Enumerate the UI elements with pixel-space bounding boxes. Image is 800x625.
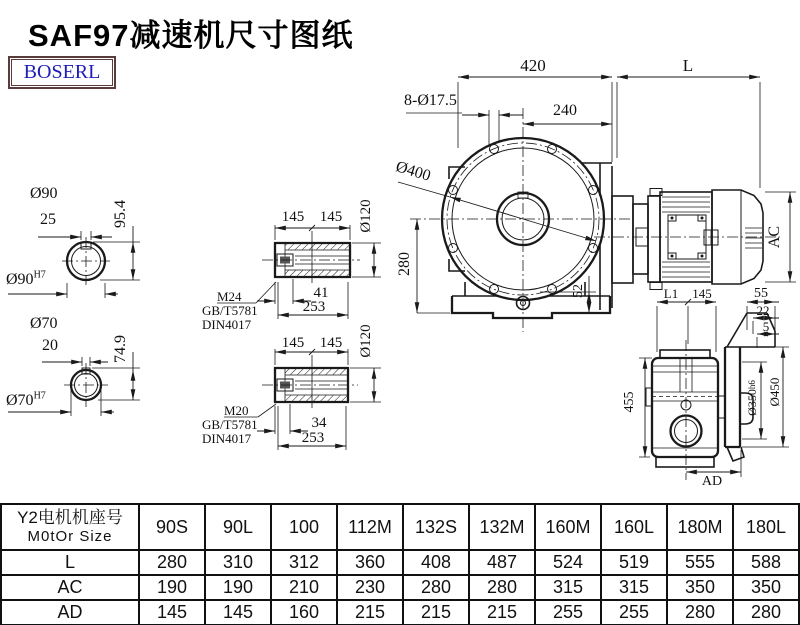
dim-shaft-a-boltlen: 41	[313, 285, 329, 301]
dim-front-center-offset: 240	[553, 102, 577, 119]
cell: 160	[271, 600, 337, 625]
cell: 190	[205, 575, 271, 600]
cell: 215	[403, 600, 469, 625]
cell: 519	[601, 550, 667, 575]
table-header-motor-size	[1, 504, 139, 550]
dim-side-5: 5	[762, 319, 770, 334]
dim-shaft-b-diameter: Ø120	[357, 324, 374, 358]
dim-side-22: 22	[756, 303, 770, 318]
col-header: 180M	[667, 504, 733, 550]
cell: 280	[733, 600, 799, 625]
table-row-AC	[1, 575, 799, 600]
cell: 280	[139, 550, 205, 575]
dim-shaft-a-seg2: 145	[319, 209, 343, 225]
page-title: SAF97减速机尺寸图纸	[28, 18, 354, 53]
note-shaft-a-std-gb: GB/T5781	[202, 303, 258, 318]
cell: 487	[469, 550, 535, 575]
dim-hub-a-bore: $Ø90^{H7}$	[6, 269, 46, 288]
dim-hub-a-diameter: Ø90	[30, 185, 58, 202]
cell: 190	[139, 575, 205, 600]
dim-side-seg: 145	[692, 286, 712, 301]
cell: 312	[271, 550, 337, 575]
col-header: 160L	[601, 504, 667, 550]
cell: 310	[205, 550, 271, 575]
header-cn: Y2电机机座号	[17, 507, 123, 527]
note-shaft-b-std-gb: GB/T5781	[202, 417, 258, 432]
cell: 360	[337, 550, 403, 575]
note-shaft-a-std-din: DIN4017	[202, 317, 252, 332]
cell: 280	[403, 575, 469, 600]
header-en: M0tOr Size	[27, 528, 113, 546]
row-label: L	[1, 550, 139, 575]
dim-side-height: 455	[622, 391, 637, 413]
cell: 255	[535, 600, 601, 625]
cell: 255	[601, 600, 667, 625]
cell: 524	[535, 550, 601, 575]
dim-shaft-b-seg1: 145	[281, 335, 305, 351]
dim-hub-a-height: 95.4	[112, 200, 129, 228]
col-header: 180L	[733, 504, 799, 550]
row-label: AC	[1, 575, 139, 600]
col-header: 100	[271, 504, 337, 550]
cell: 555	[667, 550, 733, 575]
dim-hub-b-bore: $Ø70^{H7}$	[6, 390, 46, 409]
dim-front-motor-length: L	[682, 56, 694, 75]
dim-shaft-b-total: 253	[301, 430, 325, 446]
dim-hub-b-height: 74.9	[112, 335, 129, 363]
cell: 315	[601, 575, 667, 600]
dim-shaft-b-boltlen: 34	[311, 415, 327, 431]
cell: 350	[667, 575, 733, 600]
dim-side-flange-diameter: Ø450	[766, 377, 782, 407]
cell: 588	[733, 550, 799, 575]
cell: 315	[535, 575, 601, 600]
dim-front-flange-diameter: Ø400	[393, 158, 433, 185]
dim-side-ad: AD	[701, 474, 723, 489]
cell: 280	[469, 575, 535, 600]
dim-front-height: 280	[396, 252, 413, 276]
dim-shaft-b-seg2: 145	[319, 335, 343, 351]
cell: 145	[139, 600, 205, 625]
dim-side-55: 55	[754, 286, 768, 301]
dim-front-bolt-holes: 8-Ø17.5	[404, 92, 457, 109]
dim-front-width: 420	[520, 56, 546, 75]
motor-size-table	[0, 503, 800, 625]
cell: 350	[733, 575, 799, 600]
col-header: 132S	[403, 504, 469, 550]
table-header-row	[1, 504, 799, 550]
cell: 210	[271, 575, 337, 600]
col-header: 90S	[139, 504, 205, 550]
row-label: AD	[1, 600, 139, 625]
col-header: 132M	[469, 504, 535, 550]
dim-side-spigot: Ø350 h6	[745, 380, 759, 416]
col-header: 112M	[337, 504, 403, 550]
dim-hub-b-diameter: Ø70	[30, 315, 58, 332]
dim-hub-b-keywidth: 20	[42, 337, 58, 354]
dim-side-l1: L1	[663, 286, 679, 301]
dim-shaft-a-diameter: Ø120	[357, 199, 374, 233]
cell: 145	[205, 600, 271, 625]
table-row-L	[1, 550, 799, 575]
table-row-AD	[1, 600, 799, 625]
cell: 215	[469, 600, 535, 625]
note-shaft-a-thread: M24	[217, 289, 242, 304]
note-shaft-b-std-din: DIN4017	[202, 431, 252, 446]
brand-logo-text: BOSERL	[23, 61, 101, 83]
cell: 408	[403, 550, 469, 575]
col-header: 90L	[205, 504, 271, 550]
cell: 230	[337, 575, 403, 600]
dim-hub-a-keywidth: 25	[40, 211, 56, 228]
dim-motor-ac: AC	[766, 225, 783, 249]
dim-shaft-a-seg1: 145	[281, 209, 305, 225]
cell: 215	[337, 600, 403, 625]
note-shaft-b-thread: M20	[224, 403, 249, 418]
cell: 280	[667, 600, 733, 625]
dim-shaft-a-total: 253	[302, 299, 326, 315]
col-header: 160M	[535, 504, 601, 550]
dim-front-foot: 52	[571, 284, 586, 298]
